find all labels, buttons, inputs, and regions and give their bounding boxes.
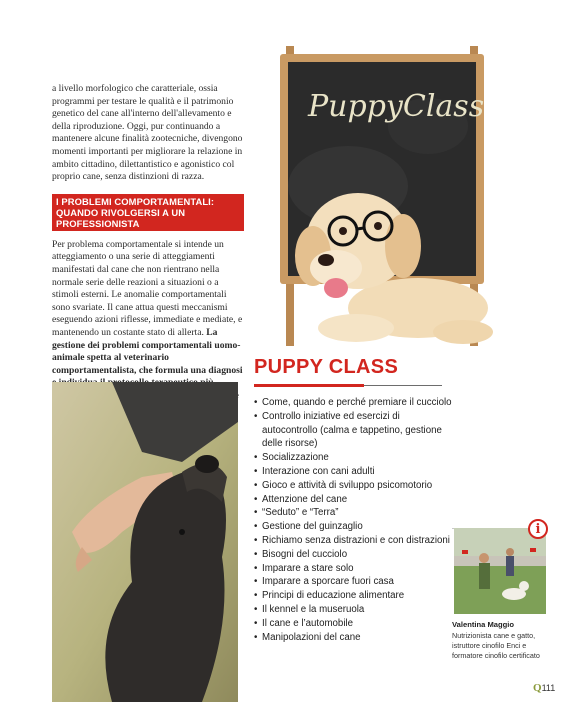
section-heading-line2: QUANDO RIVOLGERSI A UN PROFESSIONISTA [56,206,186,229]
list-item: • Principi di educazione alimentare [254,589,454,603]
list-item: • Manipolazioni del cane [254,631,454,645]
section-body-bold: La gestione dei problemi comportamentali uomo-animale spetta al veterinario comportamentalista, che formula una diagnosi [52,326,243,376]
list-item: • Il kennel e la museruola [254,603,454,617]
page-number-value: 111 [541,683,556,693]
list-item: • Gioco e attività di sviluppo psicomotorio [254,479,454,493]
instructor-name: Valentina Maggio [452,620,515,629]
list-item: • Richiamo senza distrazioni e con distrazioni [254,534,454,548]
list-item: • Bisogni del cucciolo [254,548,454,562]
intro-paragraph: a livello morfologico che caratteriale, ossia programmi per testare le qualità e il patrimonio genetico del cane all'interno dell'allevamento e della riproduzione. Oggi, pur continuando a mantenere alcune finalità zootecniche, divengono momenti importanti per migliorare la relazione in ambito cittadino, dilettantistico e agonistico col proprio cane, senza distinzioni di razza. [52,83,243,183]
list-item: • Interazione con cani adulti [254,465,454,479]
list-item: • Controllo iniziative ed esercizi di autocontrollo (calma e tappetino, gestione delle risorse) [254,410,454,451]
article-column [52,83,244,428]
title-rule-accent [254,384,364,387]
dog-hand-illustration [52,382,238,702]
instructor-photo-illustration [454,528,546,614]
puppy-chalkboard-photo [258,46,498,346]
list-item: • Imparare a sporcare fuori casa [254,575,454,589]
list-item: • Come, quando e perché premiare il cucciolo [254,396,454,410]
list-item: • Il cane e l’automobile [254,617,454,631]
list-item: • Attenzione del cane [254,493,454,507]
section-body-part1: Per problema comportamentale si intende un atteggiamento o una serie di atteggiamenti manifestati dal cane che non rientrano nella normale serie delle reazioni a situazioni o a stimoli esterni. Le anomalie comportamentali sono svariate. Il cane attua questi meccanismi eseguendo azioni riflesse, immediate e mediate, e mantenendo un costante stato di allerta. [52,238,243,338]
magazine-logo: Q [533,682,542,694]
puppy-chalkboard-illustration [258,46,498,346]
puppy-class-title: PUPPY CLASS [254,356,399,378]
dog-hand-photo [52,382,238,702]
puppy-class-list [254,396,454,644]
instructor-photo [454,528,546,614]
page-number [533,682,555,694]
list-item: • Imparare a stare solo [254,562,454,576]
chalkboard-text: PuppyClass [308,89,485,124]
instructor-description: Nutrizionista cane e gatto, istruttore cinofilo Enci e formatore cinofilo certificato [452,631,540,661]
section-heading [52,194,244,231]
title-rule [364,385,442,386]
list-item: • Gestione del guinzaglio [254,520,454,534]
info-icon: i [528,519,548,539]
list-item: • Socializzazione [254,451,454,465]
section-heading-line1: I PROBLEMI COMPORTAMENTALI: [56,195,215,207]
list-item: • “Seduto” e “Terra” [254,506,454,520]
